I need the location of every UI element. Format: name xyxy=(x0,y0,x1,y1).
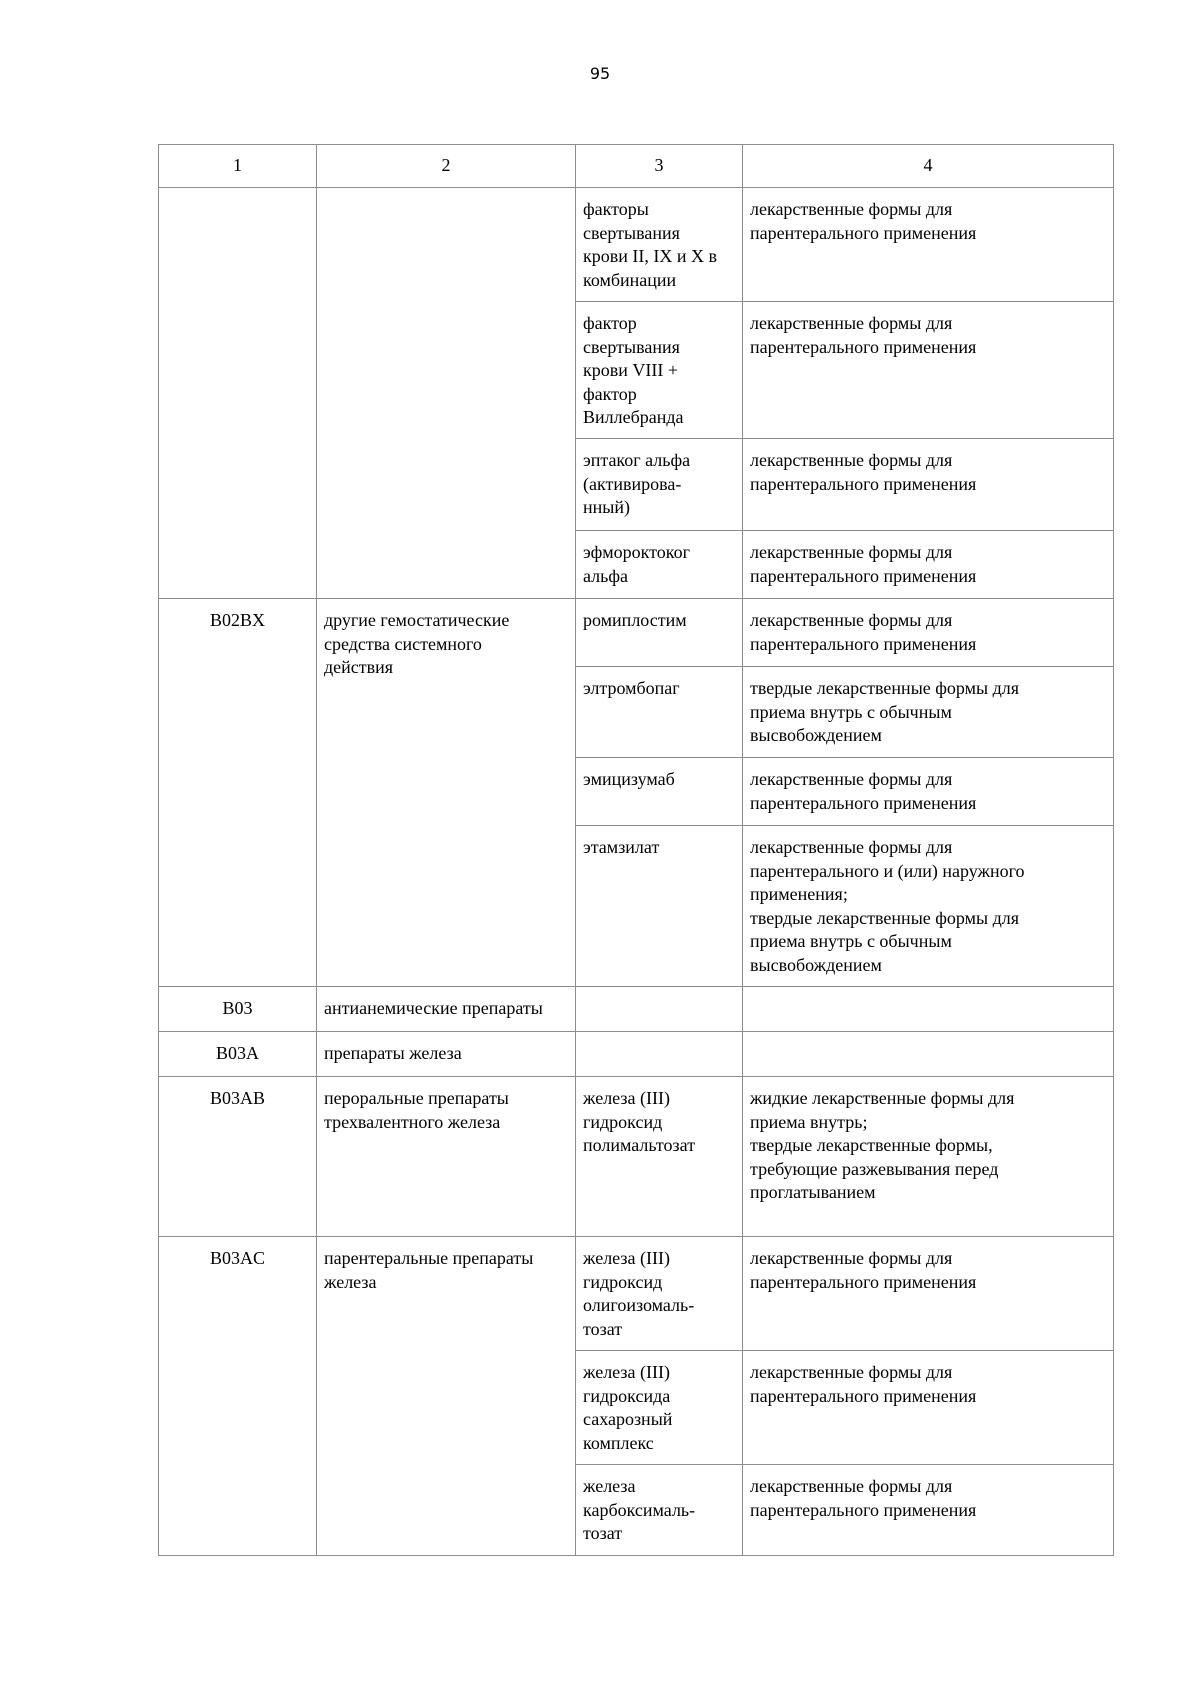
code-cell: B03A xyxy=(159,1032,317,1077)
form-line: применения; xyxy=(750,884,848,904)
group-line: пероральные препараты xyxy=(324,1088,509,1108)
drug-cell xyxy=(576,1237,743,1351)
form-line: лекарственные формы для xyxy=(750,313,953,333)
code-cell: B03AC xyxy=(159,1237,317,1556)
drug-line: гидроксид xyxy=(583,1271,663,1292)
form-line: парентерального применения xyxy=(750,633,977,654)
group-line: препараты железа xyxy=(324,1043,462,1063)
form-cell xyxy=(743,188,1114,302)
drug-cell xyxy=(576,599,743,667)
form-line: приема внутрь; xyxy=(750,1111,868,1132)
drug-line: крови VIII + xyxy=(583,360,679,380)
drug-line: этамзилат xyxy=(583,837,660,857)
form-line: лекарственные формы для xyxy=(750,542,953,562)
form-line: парентерального применения xyxy=(750,565,977,586)
drug-cell xyxy=(576,826,743,987)
form-cell xyxy=(743,1465,1114,1556)
form-line: высвобождением xyxy=(750,954,882,975)
drug-line: тозат xyxy=(583,1523,623,1543)
drug-cell xyxy=(576,1032,743,1077)
group-cell xyxy=(317,599,576,987)
form-cell xyxy=(743,439,1114,531)
drug-line: олигоизомаль- xyxy=(583,1295,695,1315)
form-line: лекарственные формы для xyxy=(750,1248,953,1268)
form-cell xyxy=(743,1077,1114,1237)
drug-cell xyxy=(576,1465,743,1556)
form-line: высвобождением xyxy=(750,725,882,745)
drug-cell xyxy=(576,987,743,1032)
form-line: парентерального применения xyxy=(750,336,977,357)
drug-line: полимальтозат xyxy=(583,1135,696,1155)
drug-line: ромиплостим xyxy=(583,610,687,630)
table-row xyxy=(159,1237,1114,1351)
form-line: лекарственные формы для xyxy=(750,837,953,857)
drug-line: комплекс xyxy=(583,1432,654,1453)
table-row xyxy=(159,1032,1114,1077)
drug-line: железа (III) xyxy=(583,1248,670,1268)
form-line: лекарственные формы для xyxy=(750,450,953,470)
drug-cell xyxy=(576,1077,743,1237)
drug-line: эфмороктоког xyxy=(583,542,691,562)
drug-line: фактор xyxy=(583,313,637,333)
form-cell xyxy=(743,531,1114,599)
drug-line: альфа xyxy=(583,565,628,586)
drug-cell xyxy=(576,439,743,531)
form-line: проглатыванием xyxy=(750,1182,876,1202)
drug-line: железа xyxy=(583,1476,636,1496)
drug-line: крови II, IX и X в xyxy=(583,246,717,266)
form-line: парентерального применения xyxy=(750,792,977,813)
table-row xyxy=(159,1077,1114,1237)
drug-cell xyxy=(576,302,743,439)
form-cell xyxy=(743,667,1114,758)
drug-line: эмицизумаб xyxy=(583,769,675,789)
group-cell xyxy=(317,987,576,1032)
drug-cell xyxy=(576,1351,743,1465)
drug-line: гидроксида xyxy=(583,1385,671,1406)
drug-line: фактор xyxy=(583,383,637,404)
group-cell xyxy=(317,1237,576,1556)
drug-cell xyxy=(576,531,743,599)
code-cell: B03 xyxy=(159,987,317,1032)
header-col-4: 4 xyxy=(743,145,1114,188)
drug-line: свертывания xyxy=(583,222,680,243)
page-number: 95 xyxy=(589,64,611,83)
drug-line: сахарозный xyxy=(583,1409,673,1429)
drug-line: железа (III) xyxy=(583,1088,670,1108)
drug-line: эптаког альфа xyxy=(583,450,691,470)
form-line: приема внутрь с обычным xyxy=(750,701,952,722)
drug-line: Виллебранда xyxy=(583,407,684,427)
form-line: твердые лекарственные формы для xyxy=(750,678,1020,698)
drug-line: свертывания xyxy=(583,336,680,357)
group-line: другие гемостатические xyxy=(324,610,510,630)
group-line: действия xyxy=(324,657,394,677)
form-cell xyxy=(743,1032,1114,1077)
drug-line: железа (III) xyxy=(583,1362,670,1382)
form-cell xyxy=(743,826,1114,987)
form-line: парентерального применения xyxy=(750,1385,977,1406)
form-cell xyxy=(743,1237,1114,1351)
drug-line: тозат xyxy=(583,1318,623,1339)
form-line: лекарственные формы для xyxy=(750,1476,953,1496)
header-col-1: 1 xyxy=(159,145,317,188)
form-cell xyxy=(743,599,1114,667)
form-cell xyxy=(743,758,1114,826)
group-line: парентеральные препараты xyxy=(324,1248,534,1268)
form-line: парентерального применения xyxy=(750,1499,977,1520)
table-row xyxy=(159,599,1114,667)
group-line: антианемические препараты xyxy=(324,998,543,1018)
form-line: лекарственные формы для xyxy=(750,199,953,219)
drug-line: карбоксималь- xyxy=(583,1499,696,1520)
form-line: парентерального применения xyxy=(750,473,977,494)
drug-line: нный) xyxy=(583,497,630,517)
drug-cell xyxy=(576,758,743,826)
form-line: лекарственные формы для xyxy=(750,769,953,789)
code-cell: B03AB xyxy=(159,1077,317,1237)
group-cell xyxy=(317,1077,576,1237)
form-line: лекарственные формы для xyxy=(750,610,953,630)
table-row xyxy=(159,188,1114,302)
table-row xyxy=(159,987,1114,1032)
header-col-2: 2 xyxy=(317,145,576,188)
form-cell xyxy=(743,302,1114,439)
form-line: приема внутрь с обычным xyxy=(750,931,952,951)
drug-table xyxy=(158,144,1114,1556)
group-line: железа xyxy=(324,1271,377,1292)
form-line: твердые лекарственные формы, xyxy=(750,1135,993,1155)
drug-line: гидроксид xyxy=(583,1111,663,1132)
form-cell xyxy=(743,987,1114,1032)
code-cell: B02BX xyxy=(159,599,317,987)
form-line: лекарственные формы для xyxy=(750,1362,953,1382)
drug-line: элтромбопаг xyxy=(583,678,680,698)
form-line: твердые лекарственные формы для xyxy=(750,907,1020,928)
drug-cell xyxy=(576,667,743,758)
code-cell xyxy=(159,188,317,599)
group-line: средства системного xyxy=(324,633,482,654)
drug-line: комбинации xyxy=(583,269,677,290)
form-line: жидкие лекарственные формы для xyxy=(750,1088,1015,1108)
form-line: требующие разжевывания перед xyxy=(750,1158,999,1179)
form-line: парентерального применения xyxy=(750,222,977,243)
form-cell xyxy=(743,1351,1114,1465)
group-line: трехвалентного железа xyxy=(324,1111,501,1132)
form-line: парентерального применения xyxy=(750,1271,977,1292)
drug-line: (активирова- xyxy=(583,473,682,494)
table-header-row xyxy=(159,145,1114,188)
header-col-3: 3 xyxy=(576,145,743,188)
form-line: парентерального и (или) наружного xyxy=(750,860,1025,881)
group-cell xyxy=(317,1032,576,1077)
drug-cell xyxy=(576,188,743,302)
group-cell xyxy=(317,188,576,599)
drug-line: факторы xyxy=(583,199,649,219)
